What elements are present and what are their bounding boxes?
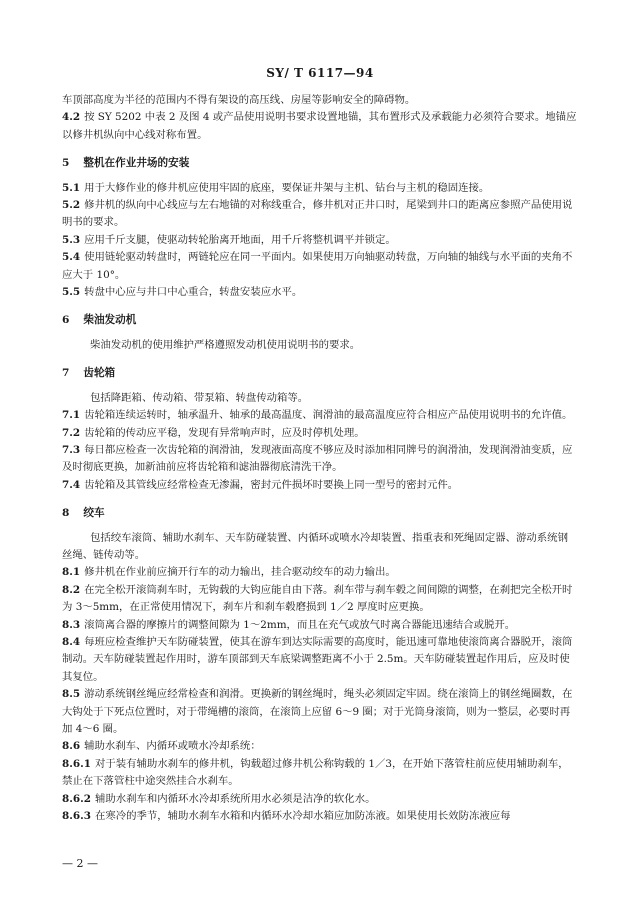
clause-paragraph [62, 232, 578, 249]
clause-number: 8.5 [62, 688, 81, 701]
clause-text: 每班应检查维护天车防碰装置，使其在游车到达实际需要的高度时，能迅速可靠地使滚筒离合器脱开，滚筒制动。天车防碰装置起作用时，游车顶部到天车底梁调整距离不小于 2.5m。天车防碰装置起作用后，应及时使其复位。 [62, 635, 573, 683]
intro-paragraph: 包括绞车滚筒、辅助水刹车、天车防碰装置、内循环或喷水冷却装置、指重表和死绳固定器、游动系统钢丝绳、链传动等。 [62, 531, 568, 561]
clause-number: 8.6.3 [62, 810, 91, 823]
clause-paragraph [62, 791, 578, 808]
clause-number: 8.3 [62, 618, 81, 631]
clause-text: 对于装有辅助水刹车的修井机，钩载超过修井机公称钩载的 1／3，在开始下落管柱前应使用辅助刹车，禁止在下落管柱中途突然挂合水刹车。 [62, 757, 569, 788]
clause-number: 4.2 [62, 111, 81, 124]
intro-paragraph: 柴油发动机的使用维护严格遵照发动机使用说明书的要求。 [90, 338, 361, 351]
continued-paragraph: 车顶部高度为半径的范围内不得有架设的高压线、房屋等影响安全的障碍物。 [62, 94, 416, 106]
clause-text: 滚筒离合器的摩擦片的调整间隙为 1～2mm，而且在充气或放气时离合器能迅速结合或脱开。 [84, 618, 516, 631]
clause-number: 5.1 [62, 181, 81, 194]
clause-text: 辅助水刹车、内循环或喷水冷却系统： [84, 740, 261, 753]
clause-number: 7.4 [62, 478, 81, 491]
section-number: 8 [62, 507, 70, 520]
clause-paragraph [62, 477, 578, 494]
clause-text: 在完全松开滚筒刹车时，无钩载的大钩应能自由下落。刹车带与刹车毂之间间隙的调整，在刹把完全松开时为 3～5mm，在正常使用情况下，刹车片和刹车毂磨损到 1／2 厚度时应更换。 [62, 583, 573, 614]
clause-number: 5.2 [62, 199, 81, 212]
clause-number: 5.4 [62, 251, 81, 264]
clause-number: 8.4 [62, 635, 81, 648]
clause-number: 8.1 [62, 566, 81, 579]
section-number: 6 [62, 314, 70, 327]
section-heading [62, 365, 578, 382]
clause-number: 8.6.2 [62, 792, 91, 805]
clause-paragraph [62, 738, 578, 755]
section-heading [62, 155, 578, 172]
clause-paragraph [62, 756, 578, 791]
clause-number: 8.2 [62, 583, 81, 596]
clause-text: 辅助水刹车和内循环水冷却系统所用水必须是洁净的软化水。 [94, 792, 376, 805]
section-heading [62, 312, 578, 329]
clause-number: 8.6 [62, 740, 81, 753]
clause-text: 齿轮箱连续运转时，轴承温升、轴承的最高温度、润滑油的最高温度应符合相应产品使用说明书的允许值。 [84, 409, 573, 422]
clause-text: 在寒冷的季节，辅助水刹车水箱和内循环水冷却水箱应加防冻液。如果使用长效防冻液应每 [94, 810, 511, 823]
clause-text: 游动系统钢丝绳应经常检查和润滑。更换新的钢丝绳时，绳头必须固定牢固。绕在滚筒上的钢丝绳圈数，在大钩处于下死点位置时，对于带绳槽的滚筒，在滚筒上应留 6～9 圈；对于光筒身滚筒，则为一整层，必要时再加 4～6 圈。 [62, 688, 573, 735]
clause-paragraph [62, 197, 578, 232]
clause-paragraph [62, 442, 578, 477]
clause-text: 应用千斤支腿，使驱动转轮胎离开地面，用千斤将整机调平并锁定。 [84, 233, 396, 246]
section-title: 柴油发动机 [83, 314, 137, 327]
section-title: 齿轮箱 [83, 367, 116, 380]
clause-number: 5.5 [62, 286, 81, 299]
clause-text: 用于大修作业的修井机应使用牢固的底座，要保证井架与主机、钻台与主机的稳固连接。 [84, 181, 490, 194]
clause-paragraph [62, 284, 578, 301]
clause-number: 7.2 [62, 426, 81, 439]
clause-paragraph [62, 564, 578, 581]
clause-text: 修井机在作业前应摘开行车的动力输出，挂合驱动绞车的动力输出。 [84, 566, 396, 579]
document-body [62, 92, 578, 825]
clause-text: 按 SY 5202 中表 2 及图 4 或产品使用说明书要求设置地锚，其布置形式及承载能力必须符合要求。地锚应以修井机纵向中心线对称布置。 [62, 111, 577, 141]
clause-text: 每日都应检查一次齿轮箱的润滑油，发现液面高度不够应及时添加相同牌号的润滑油，发现润滑油变质，应及时彻底更换，加新油前应将齿轮箱和滤油器彻底清洗干净。 [62, 443, 573, 474]
clause-text: 使用链轮驱动转盘时，两链轮应在同一平面内。如果使用万向轴驱动转盘，万向轴的轴线与水平面的夹角不应大于 10°。 [62, 251, 573, 281]
page-number: — 2 — [62, 857, 98, 870]
section-heading [62, 505, 578, 522]
clause-text: 齿轮箱的传动应平稳，发现有异常响声时，应及时停机处理。 [84, 426, 365, 439]
clause-paragraph [62, 582, 578, 617]
section-title: 绞车 [83, 507, 105, 520]
intro-paragraph: 包括降距箱、传动箱、带泵箱、转盘传动箱等。 [90, 391, 309, 404]
clause-paragraph [62, 249, 578, 284]
clause-paragraph [62, 109, 578, 144]
clause-number: 8.6.1 [62, 757, 91, 770]
clause-paragraph [62, 407, 578, 424]
clause-paragraph [62, 808, 578, 825]
clause-text: 转盘中心应与井口中心重合，转盘安装应水平。 [84, 286, 303, 299]
standard-number-header: SY/ T 6117—94 [266, 66, 374, 80]
clause-number: 7.1 [62, 409, 81, 422]
clause-number: 5.3 [62, 233, 81, 246]
clause-paragraph [62, 686, 578, 738]
section-title: 整机在作业井场的安装 [83, 157, 190, 170]
clause-paragraph [62, 634, 578, 686]
clause-paragraph [62, 617, 578, 634]
section-number: 7 [62, 367, 70, 380]
clause-paragraph [62, 425, 578, 442]
clause-number: 7.3 [62, 443, 81, 456]
clause-paragraph [62, 180, 578, 197]
clause-text: 修井机的纵向中心线应与左右地锚的对称线重合，修井机对正井口时，尾梁到井口的距离应参照产品使用说明书的要求。 [62, 199, 573, 229]
clause-text: 齿轮箱及其管线应经常检查无渗漏，密封元件损坏时要换上同一型号的密封元件。 [84, 478, 459, 491]
section-number: 5 [62, 157, 70, 170]
